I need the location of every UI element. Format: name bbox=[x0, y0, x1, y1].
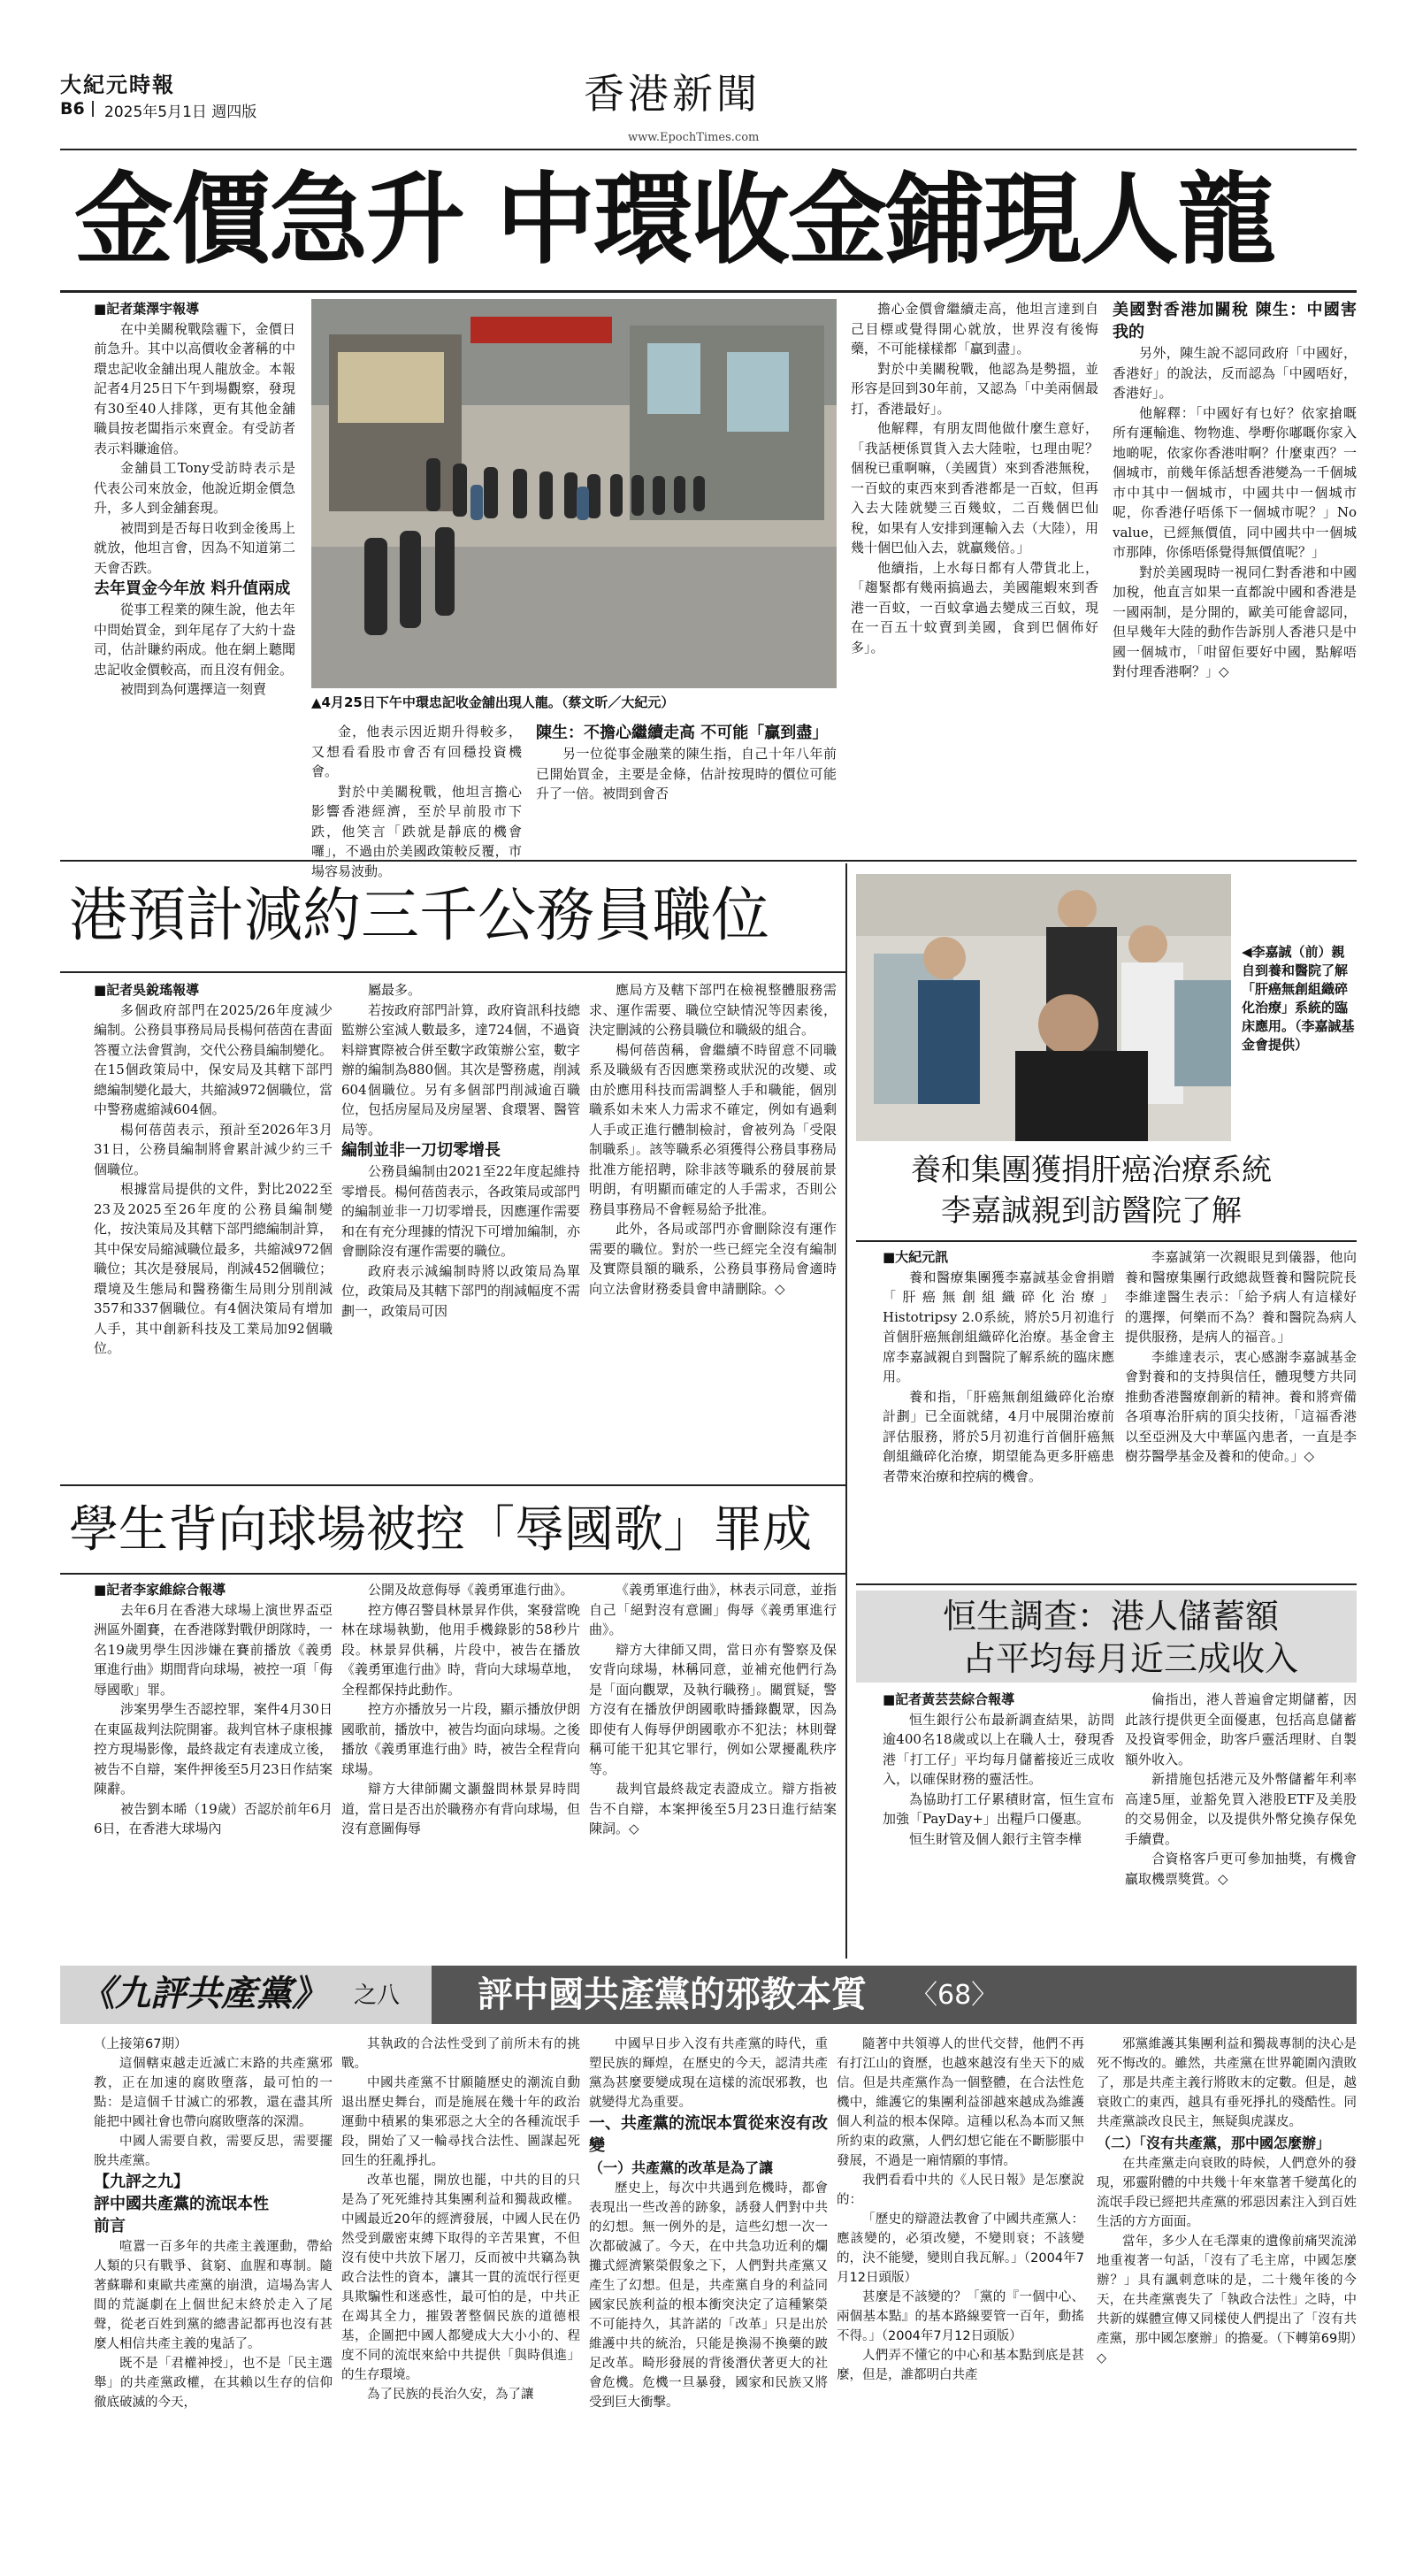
story3-paragraph: 辯方大律師又問，當日亦有警察及保安背向球場，林稱同意，並補充他們行為是「面向觀眾，及執行職務」。關質疑，警方沒有在播放伊朗國歌時播錄觀眾，因為即使有人侮辱伊朗國歌亦不犯法；林則聲稱可能干犯其它罪行，例如公眾擾亂秩序等。 bbox=[589, 1641, 837, 1777]
story4-caption: ◀李嘉誠（前）親自到養和醫院了解「肝癌無創組織碎化治療」系統的臨床應用。（李嘉誠基金會提供） bbox=[1242, 944, 1355, 1053]
story4-paragraph: 李嘉誠第一次親眼見到儀器，他向養和醫療集團行政總裁暨養和醫院院長李維達醫生表示：「給予病人有這樣好的選擇，何樂而不為？養和醫院為病人提供服務，是病人的福音。」 bbox=[1125, 1249, 1357, 1345]
story3-headline-rule bbox=[60, 1573, 845, 1575]
story3-paragraph: 辯方大律師關文灝盤問林景昇時問道，當日是否出於職務亦有背向球場，但沒有意圖侮辱 bbox=[341, 1781, 581, 1836]
story1-subhead: 去年買金今年放 料升值兩成 bbox=[94, 579, 291, 598]
series-col1 bbox=[94, 2035, 333, 2565]
story4-paragraph: 李維達表示，衷心感謝李嘉誠基金會對養和的支持與信任，體現雙方共同推動香港醫療創新的精神。養和將齊備各項專治肝病的頂尖技術，「這福香港以至亞洲及大中華區內患者，一直是李樹芬醫學基金及養和的使命。」◇ bbox=[1125, 1348, 1357, 1464]
story2-paragraph: 應局方及轄下部門在檢視整體服務需求、運作需要、職位空缺情況等因素後，決定刪減的公務員職位和職級的組合。 bbox=[589, 982, 837, 1038]
story2-paragraph: 楊何蓓茵稱，會繼續不時留意不同職系及職級有否因應業務或狀況的改變、或由於應用科技而需調整人手和職能，個別職系如未來人力需求不確定，例如有過剩人手或正進行體制檢討，會被列為「受限制職系」。該等職系必須獲得公務員事務局批准方能招聘，除非該等職系的發展前景明朗，有明顯而確定的人手需求，否則公務員事務局不會輕易給予批准。 bbox=[589, 1041, 837, 1217]
story1-byline: ■記者葉澤宇報導 bbox=[94, 301, 200, 317]
series-col2 bbox=[341, 2035, 580, 2565]
story4-headline-line1: 養和集團獲捐肝癌治療系統 bbox=[911, 1153, 1272, 1188]
story4-headline-line2: 李嘉誠親到訪醫院了解 bbox=[941, 1193, 1242, 1229]
story4-paragraph: 養和指，「肝癌無創組織碎化治療計劃」已全面就緒，4月中展開治療前評估服務，將於5月初進行首個肝癌無創組織碎化治療，期望能為更多肝癌患者帶來治療和控病的機會。 bbox=[883, 1388, 1114, 1484]
story3-paragraph: 涉案男學生否認控罪，案件4月30日在東區裁判法院開審。裁判官林子康根據控方現場影像，最終裁定有表達成立後，被告不自辯，案件押後至5月23日作結案陳辭。 bbox=[94, 1701, 333, 1797]
series-subhead: 評中國共產黨的流氓本性 bbox=[94, 2195, 269, 2213]
series-banner-title: 《九評共產黨》 bbox=[80, 1973, 327, 2014]
story1-headline-rule bbox=[60, 290, 1357, 293]
story1-photo bbox=[311, 299, 837, 688]
series-paragraph: 邪黨維護其集團利益和獨裁專制的決心是死不悔改的。雖然，共產黨在世界範圍內潰敗了，那是共產主義行將敗末的定數。但是，越衰敗亡的東西，越具有垂死掙扎的殘酷性。同共產黨談改良民主，無疑與虎謀皮。 bbox=[1097, 2037, 1357, 2129]
story4-bottom-rule bbox=[856, 1583, 1357, 1585]
series-paragraph: 中國共產黨不甘願隨歷史的潮流自動退出歷史舞台，而是施展在幾十年的政治運動中積累的集邪惡之大全的各種流氓手段，開始了又一輪尋找合法性、圖謀起死回生的狂亂掙扎。 bbox=[341, 2076, 580, 2168]
story2-paragraph: 若按政府部門計算，政府資訊科技總監辦公室減人數最多，達724個，不過資料辯實際被合併至數字政策辦公室，數字辦的編制為880個。其次是警務處，削減604個職位。另有多個部門削減逾百職位，包括房屋局及房屋署、食環署、醫管局等。 bbox=[341, 1001, 581, 1138]
story1-paragraph: 對於中美關稅戰，他認為是勢搵，並形容是回到30年前，又認為「中美兩個最打，香港最好」。 bbox=[851, 360, 1098, 417]
story1-paragraph: 他解釋：「中國好有乜好？依家搶嘅所有運輸進、物物進、學嘢你嘟嘅你家入地啲呢，依家你香港咁啊？什麼東西？一個城市，前幾年係話想香港變為一千個城市中其中一個城市，中國共中一個城市呢，你香港仔唔係下一個城市呢？」No value，已經無價值，同中國共中一個城市那陣，你係唔係覺得無價值呢？」 bbox=[1113, 404, 1357, 560]
column-divider bbox=[845, 863, 847, 1959]
series-paragraph: （上接第67期） bbox=[94, 2037, 187, 2051]
story1-col4 bbox=[851, 299, 1098, 847]
story3-col3 bbox=[589, 1580, 837, 1951]
story2-paragraph: 屬最多。 bbox=[368, 982, 422, 998]
story2-paragraph: 政府表示減編制時將以政策局為單位，政策局及其轄下部門的削減幅度不需劃一，政策局可因 bbox=[341, 1262, 581, 1319]
series-installment: 〈68〉 bbox=[911, 1980, 998, 2011]
series-col3 bbox=[589, 2035, 828, 2565]
story3-paragraph: 去年6月在香港大球場上演世界盃亞洲區外圍賽，在香港隊對戰伊朗隊時，一名19歲男學生因涉嫌在賽前播放《義勇軍進行曲》期間背向球場，被控一項「侮辱國歌」罪。 bbox=[94, 1601, 333, 1698]
story3-paragraph: 控方亦播放另一片段，顯示播放伊朗國歌前，播放中，被告均面向球場。之後播放《義勇軍進行曲》時，被告全程背向球場。 bbox=[341, 1701, 581, 1777]
series-paragraph: 這個轄束越走近滅亡末路的共產黨邪教，正在加速的腐敗墮落，最可怕的一點：是這個千甘滅亡的邪教，還在盡其所能把中國社會也帶向腐敗墮落的深淵。 bbox=[94, 2057, 333, 2129]
story4-byline: ■大紀元訊 bbox=[883, 1249, 949, 1265]
story5-paragraph: 合資格客戶更可參加抽獎，有機會贏取機票獎賞。◇ bbox=[1125, 1851, 1357, 1887]
story5-col2 bbox=[1125, 1690, 1357, 1955]
story5-headline-line2: 占平均每月近三成收入 bbox=[962, 1639, 1299, 1678]
story1-headline: 金價急升 中環收金鋪現人龍 bbox=[74, 162, 1274, 278]
story2-paragraph: 根據當局提供的文件，對比2022至23及2025至26年度的公務員編制變化，按決策局及其轄下部門總編制計算，其中保安局縮減職位最多，共縮減972個職位；其次是發展局，削減452個職位；環境及生態局和醫務衞生局則分別削減357和337個職位。有4個決策局有增加人手，其中創新科技及工業局加92個職位。 bbox=[94, 1181, 333, 1356]
story1-paragraph: 金，他表示因近期升得較多，又想看看股市會否有回穩投資機會。 bbox=[311, 724, 522, 779]
story1-subhead: 美國對香港加關稅 陳生：中國害我的 bbox=[1113, 301, 1357, 341]
story3-col2 bbox=[341, 1580, 580, 1951]
page-number: B6 bbox=[60, 99, 85, 119]
series-paragraph: 甚麼是不該變的？「黨的『一個中心、兩個基本點』的基本路線要管一百年，動搖不得。」（2004年7月12日頭版） bbox=[837, 2290, 1084, 2343]
story5-byline: ■記者黃芸芸綜合報導 bbox=[883, 1691, 1015, 1707]
story2-byline: ■記者吳銳瑤報導 bbox=[94, 982, 200, 998]
story5-paragraph: 恒生財管及個人銀行主管李樺 bbox=[909, 1830, 1082, 1847]
series-subhead: 【九評之九】 bbox=[94, 2173, 189, 2191]
story3-paragraph: 《義勇軍進行曲》，林表示同意，並指自己「絕對沒有意圖」侮辱《義勇軍進行曲》。 bbox=[589, 1582, 837, 1637]
story1-subhead: 陳生：不擔心繼續走高 不可能「贏到盡」 bbox=[536, 724, 829, 742]
story1-paragraph: 被問到為何選擇這一刻賣 bbox=[120, 681, 267, 697]
story1-paragraph: 對於美國現時一視同仁對香港和中國加稅，他直言如果一直都說中國和香港是一國兩制，是分開的，歐美可能會認同，但早幾年大陸的動作告訴別人香港只是中國一個城市，「咁留佢要好中國，點解唔對付理香港啊？」◇ bbox=[1113, 564, 1357, 679]
story1-paragraph: 另一位從事金融業的陳生指，自己十年八年前已開始買金，主要是金條，估計按現時的價位可能升了一倍。被問到會否 bbox=[536, 746, 837, 801]
story2-paragraph: 多個政府部門在2025/26年度減少編制。公務員事務局局長楊何蓓茵在書面答覆立法會質詢，交代公務員編制變化。在15個政策局中，保安局及其轄下部門總編制變化最大，共縮減972個職位，當中警務處縮減604個。 bbox=[94, 1001, 333, 1117]
story4-col1 bbox=[883, 1247, 1114, 1580]
story5-col1 bbox=[883, 1690, 1114, 1955]
story1-paragraph: 他解釋，有朋友問他做什麼生意好，「我話梗係買貨入去大陸啦，乜理由呢？個稅已重啊嘛，（美國貨）來到香港無稅，一百蚊的東西來到香港都是一百蚊，但再入去大陸就變三百幾蚊，二百幾個巴仙稅，如果有人安排到運輸入去（大陸），用幾十個巴仙入去，就贏幾倍。」 bbox=[851, 420, 1098, 556]
series-paragraph: 改革也罷，開放也罷，中共的目的只是為了死死維持其集團利益和獨裁政權。中國最近20年的經濟發展，中國人民在仍然受到嚴密束縛下取得的辛苦果實，不但沒有使中共放下屠刀，反而被中共竊為執政合法性的資本，讓其一貫的流氓行徑更具欺騙性和迷惑性，最可怕的是，中共正在竭其全力，摧毀著整個民族的道德根基，企圖把中國人都變成大大小小的、程度不同的流氓來給中共提供「與時俱進」的生存環境。 bbox=[341, 2174, 580, 2382]
story4-photo bbox=[856, 874, 1231, 1141]
series-paragraph: 既不是「君權神授」，也不是「民主選舉」的共產黨政權，在其賴以生存的信仰徹底破滅的今天， bbox=[94, 2357, 333, 2410]
series-subhead: 前言 bbox=[94, 2217, 126, 2235]
story5-paragraph: 倫指出，港人普遍會定期儲蓄，因此該行提供更全面優惠，包括高息儲蓄及投資零佣金，助客戶靈活理財、自製額外收入。 bbox=[1125, 1691, 1357, 1767]
series-paragraph: 在共產黨走向衰敗的時候，人們意外的發現，邪靈附體的中共幾十年來靠著千變萬化的流氓手段已經把共產黨的邪惡因素注入到百姓生活的方方面面。 bbox=[1097, 2157, 1357, 2229]
story3-paragraph: 裁判官最終裁定表證成立。辯方指被告不自辯，本案押後至5月23日進行結案陳詞。◇ bbox=[589, 1781, 837, 1836]
series-paragraph: 中國早日步入沒有共產黨的時代，重塑民族的輝煌，在歷史的今天，認清共產黨為甚麼要變成現在這樣的流氓邪教，也就變得尤為重要。 bbox=[589, 2037, 828, 2110]
series-paragraph: 隨著中共領導人的世代交替，他們不再有打江山的資歷，也越來越沒有坐天下的威信。但是共產黨作為一個整體，在合法性危機中，維護它的集團利益卻越來越成為維護個人利益的根本保障。這種以私為本而又無所約束的政黨，人們幻想它能在不斷膨脹中發展，不過是一廂情願的事情。 bbox=[837, 2037, 1084, 2168]
story3-col1 bbox=[94, 1580, 333, 1951]
series-paragraph: 歷史上，每次中共遇到危機時，都會表現出一些改善的跡象，誘發人們對中共的幻想。無一例外的是，這些幻想一次一次都破滅了。今天，在中共急功近利的爛攤式經濟繁榮假象之下，人們對共產黨又產生了幻想。但是，共產黨自身的利益同國家民族利益的根本衝突決定了這種繁榮不可能持久，其許諾的「改革」只是出於維護中共的統治，只能是換湯不換藥的跛足改革。畸形發展的背後潛伏著更大的社會危機。危機一旦暴發，國家和民族又將受到巨大衝擊。 bbox=[589, 2181, 828, 2410]
story2-col3 bbox=[589, 980, 837, 1476]
story3-headline: 學生背向球場被控「辱國歌」罪成 bbox=[69, 1501, 812, 1559]
series-paragraph: 喧囂一百多年的共產主義運動，帶給人類的只有戰爭、貧窮、血腥和專制。隨著蘇聯和東歐共產黨的崩潰，這場為害人間的荒誕劇在上個世紀末終於走入了尾聲，從老百姓到黨的總書記都再也沒有甚麼人相信共產主義的鬼話了。 bbox=[94, 2240, 333, 2351]
series-paragraph: 「歷史的辯證法教會了中國共產黨人：應該變的，必須改變，不變則衰；不該變的，決不能變，變則自我瓦解。」（2004年7月12日頭版） bbox=[837, 2212, 1084, 2285]
series-paragraph: 我們看看中共的《人民日報》是怎麼說的： bbox=[837, 2174, 1084, 2207]
story5-paragraph: 新措施包括港元及外幣儲蓄年利率高達5厘，並豁免買入港股ETF及美股的交易佣金，以及提供外幣兌換存保免手續費。 bbox=[1125, 1771, 1357, 1847]
story1-paragraph: 另外，陳生說不認同政府「中國好，香港好」的說法，反而認為「中國唔好，香港好」。 bbox=[1113, 345, 1357, 401]
story1-paragraph: 他續指，上水每日都有人帶貨北上，「趨緊都有幾兩搞過去，美國龍蝦來到香港一百蚊，一百蚊拿過去變成三百蚊，現在一百五十蚊賣到美國，食到巴個佈好多」。 bbox=[851, 559, 1098, 656]
story2-col2 bbox=[341, 980, 580, 1476]
story5-paragraph: 為協助打工仔累積財富，恒生宣布加強「PayDay+」出糧戶口優惠。 bbox=[883, 1790, 1114, 1827]
header-rule bbox=[60, 149, 1357, 150]
story1-bottom-rule bbox=[60, 860, 1357, 862]
story1-col2 bbox=[311, 722, 522, 879]
story2-subhead: 編制並非一刀切零增長 bbox=[341, 1141, 501, 1160]
story3-paragraph: 控方傳召警員林景昇作供，案發當晚林在球場執勤，他用手機錄影的58秒片段。林景昇供稱，片段中，被告在播放《義勇軍進行曲》時，背向大球場草地，全程都保持此動作。 bbox=[341, 1601, 581, 1698]
series-paragraph: 中國人需要自救，需要反思，需要擺脫共產黨。 bbox=[94, 2135, 333, 2168]
series-subhead: 一、共產黨的流氓本質從來沒有改變 bbox=[589, 2114, 828, 2155]
story2-headline: 港預計減約三千公務員職位 bbox=[69, 881, 769, 949]
series-subhead: （二）「沒有共產黨，那中國怎麼辦」 bbox=[1097, 2135, 1331, 2151]
series-col4 bbox=[837, 2035, 1084, 2565]
series-col5 bbox=[1097, 2035, 1357, 2565]
story1-paragraph: 在中美關稅戰陰霾下，金價日前急升。其中以高價收金著稱的中環忠記收金舖出現人龍放金。本報記者4月25日下午到場觀察，發現有30至40人排隊，更有其他金舖職員按老闆指示來賣金。有受訪者表示料賺逾倍。 bbox=[94, 320, 295, 456]
story1-col3 bbox=[536, 722, 837, 847]
story1-paragraph: 金舖員工Tony受訪時表示是代表公司來放金，他說近期金價急升，多人到金舖套現。 bbox=[94, 460, 295, 516]
series-subhead: （一）共產黨的改革是為了讓 bbox=[589, 2159, 774, 2176]
story4-headline-rule bbox=[856, 1240, 1357, 1242]
series-paragraph: 當年，多少人在毛澤東的遺像前痛哭流涕地重複著一句話，「沒有了毛主席，中國怎麼辦？」具有諷刺意味的是，二十幾年後的今天，在共產黨喪失了「執政合法性」之時，中共新的媒體宣傳又同樣使人們提出了「沒有共產黨，那中國怎麼辦」的擔憂。（下轉第69期）◇ bbox=[1097, 2235, 1357, 2365]
story1-paragraph: 擔心金價會繼續走高，他坦言達到自己目標或覺得開心就放，世界沒有後悔藥，不可能樣樣都「贏到盡」。 bbox=[851, 301, 1098, 356]
story4-paragraph: 養和醫療集團獲李嘉誠基金會捐贈「肝癌無創組織碎化治療」Histotripsy 2.0系統，將於5月初進行首個肝癌無創組織碎化治療。基金會主席李嘉誠親自到醫院了解系統的臨床應用。 bbox=[883, 1269, 1114, 1384]
story3-byline: ■記者李家維綜合報導 bbox=[94, 1582, 226, 1598]
story1-paragraph: 對於中美關稅戰，他坦言擔心影響香港經濟，至於早前股市下跌，他笑言「跌就是靜底的機會囉」，不過由於美國政策較反覆，市場容易波動。 bbox=[311, 783, 522, 879]
series-headline: 評中國共產黨的邪教本質 bbox=[478, 1974, 867, 2015]
series-paragraph: 其執政的合法性受到了前所未有的挑戰。 bbox=[341, 2037, 580, 2071]
story2-bottom-rule bbox=[60, 1484, 845, 1486]
header-divider-pipe bbox=[92, 101, 94, 117]
section-title: 香港新聞 bbox=[584, 70, 761, 118]
masthead-logo: 大紀元時報 bbox=[60, 72, 175, 97]
story3-paragraph: 被告劉本晞（19歲）否認於前年6月6日，在香港大球場內 bbox=[94, 1800, 333, 1836]
series-paragraph: 人們弄不懂它的中心和基本點到底是甚麼，但是，誰都明白共產 bbox=[837, 2349, 1084, 2382]
story1-paragraph: 被問到是否每日收到金後馬上就放，他坦言會，因為不知道第二天會否跌。 bbox=[94, 519, 295, 576]
issue-date: 2025年5月1日 週四版 bbox=[104, 104, 257, 121]
story5-paragraph: 恒生銀行公布最新調查結果，訪問逾400名18歲或以上在職人士，發現香港「打工仔」平均每月儲蓄接近三成收入，以確保財務的靈活性。 bbox=[883, 1711, 1114, 1787]
story2-paragraph: 公務員編制由2021至22年度起維持零增長。楊何蓓茵表示，各政策局或部門的編制並非一刀切零增長，因應運作需要和在有充分理據的情況下可增加編制，亦會刪除沒有運作需要的職位。 bbox=[341, 1163, 581, 1259]
story5-headline-line1: 恒生調查：港人儲蓄額 bbox=[943, 1597, 1280, 1636]
series-banner-part: 之八 bbox=[354, 1982, 401, 2009]
story2-headline-rule bbox=[60, 971, 845, 973]
story2-col1 bbox=[94, 980, 333, 1476]
website: www.EpochTimes.com bbox=[628, 131, 760, 144]
story1-col1 bbox=[94, 299, 295, 847]
story1-col5 bbox=[1113, 299, 1357, 847]
story4-col2 bbox=[1125, 1247, 1357, 1580]
story3-paragraph: 公開及故意侮辱《義勇軍進行曲》。 bbox=[368, 1582, 574, 1598]
series-paragraph: 為了民族的長治久安，為了讓 bbox=[367, 2388, 534, 2402]
story2-paragraph: 楊何蓓茵表示，預計至2026年3月31日，公務員編制將會累計減少約三千個職位。 bbox=[94, 1121, 333, 1177]
story2-paragraph: 此外，各局或部門亦會刪除沒有運作需要的職位。對於一些已經完全沒有編制及實際員額的職系，公務員事務局會適時向立法會財務委員會申請刪除。◇ bbox=[589, 1221, 837, 1297]
story1-paragraph: 從事工程業的陳生說，他去年中問始買金，到年尾存了大約十盎司，估計賺約兩成。他在網上聽聞忠記收金價較高，而且沒有佣金。 bbox=[94, 602, 295, 678]
story1-caption: ▲4月25日下午中環忠記收金舖出現人龍。（蔡文昕／大紀元） bbox=[311, 694, 675, 710]
